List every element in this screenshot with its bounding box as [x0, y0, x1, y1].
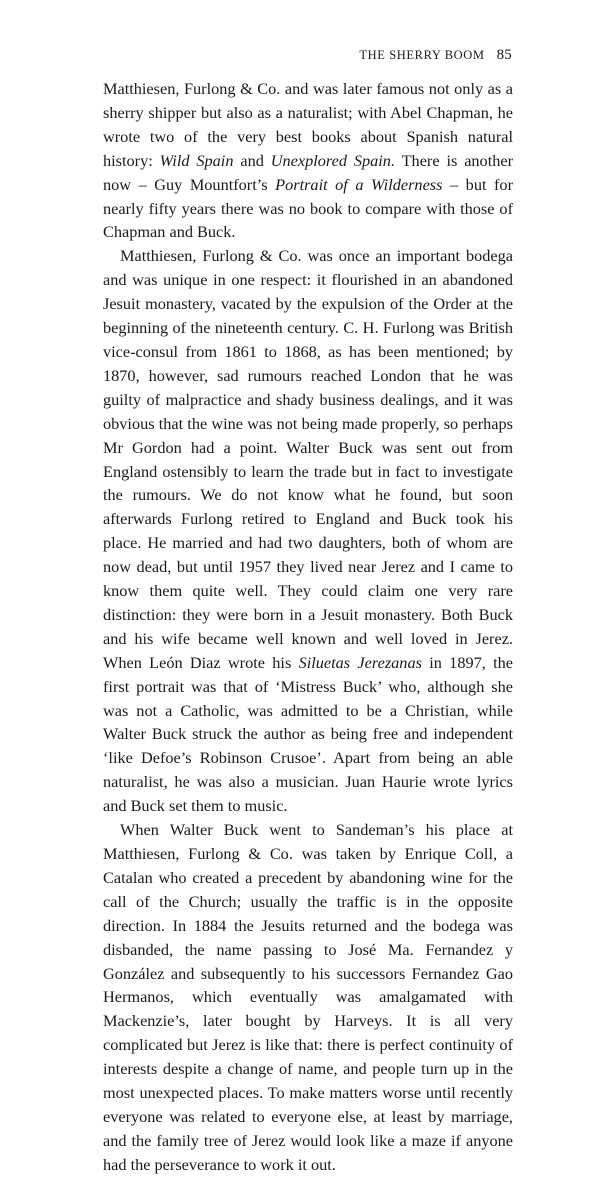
text-segment: There is another now – Guy Mountfort’s — [103, 150, 514, 194]
running-head — [359, 47, 512, 64]
text-segment: in 1897, the first portrait was that of ‘Mistress Buck’ who, although she was not a Catholic, was admitted to be a Christian, while Walter Buck struck the author as being free and independent ‘like Defoe’s Robinson Crusoe’. Apart from being an able naturalist, he was also a musician. Juan Haurie wrote lyrics and Buck set them to music. — [103, 652, 513, 816]
italic-title-portrait-of-a-wilderness: Portrait of a Wilderness — [275, 174, 443, 194]
paragraph-3 — [103, 818, 513, 1177]
text-segment: When Walter Buck went to Sandeman’s his place at Matthiesen, Furlong & Co. was taken by Enrique Coll, a Catalan who created a precedent by abandoning wine for the call of the Church; usually the traffic is in the opposite direction. In 1884 the Jesuits returned and the bodega was disbanded, the name passing to José Ma. Fernandez y González and subsequently to his successors Fernandez Gao Hermanos, which eventually was amalgamated with Mackenzie’s, later bought by Harveys. It is all very complicated but Jerez is like that: there is perfect continuity of interests despite a change of name, and people turn up in the most unexpected places. To make matters worse until recently everyone was related to everyone else, at least by marriage, and the family tree of Jerez would look like a maze if anyone had the perseverance to work it out. — [103, 820, 513, 1174]
text-segment: Matthiesen, Furlong & Co. and was later famous not only as a sherry shipper but also as a naturalist; with Abel Chapman, he wrote two of the very best books about Spanish natural history: — [103, 79, 513, 170]
paragraph-1 — [103, 77, 513, 244]
chapter-title: THE SHERRY BOOM — [359, 48, 485, 62]
text-segment: – but for nearly fifty years there was no book to compare with those of Chapman and Buck. — [103, 174, 513, 242]
page-number: 85 — [496, 47, 512, 63]
italic-title-siluetas-jerezanas: Siluetas Jerezanas — [298, 652, 422, 672]
text-segment: Matthiesen, Furlong & Co. was once an important bodega and was unique in one respect: it flourished in an abandoned Jesuit monastery, vacated by the expulsion of the Order at the beginning of the nineteenth century. C. H. Furlong was British vice-consul from 1861 to 1868, as has been mentioned; by 1870, however, sad rumours reached London that he was guilty of malpractice and shady business dealings, and it was obvious that the wine was not being made properly, so perhaps Mr Gordon had a point. Walter Buck was sent out from England ostensibly to learn the trade but in fact to investigate the rumours. We do not know what he found, but soon afterwards Furlong retired to England and Buck took his place. He married and had two daughters, both of whom are now dead, but until 1957 they lived near Jerez and I came to know them quite well. They could claim one very rare distinction: they were born in a Jesuit monastery. Both Buck and his wife became well known and well loved in Jerez. When León Diaz wrote his — [103, 246, 513, 672]
paragraph-2 — [103, 244, 513, 818]
italic-title-wild-spain: Wild Spain — [159, 150, 234, 170]
italic-title-unexplored-spain: Unexplored Spain. — [270, 150, 396, 170]
text-segment: and — [233, 150, 271, 170]
body-text — [103, 77, 513, 1177]
